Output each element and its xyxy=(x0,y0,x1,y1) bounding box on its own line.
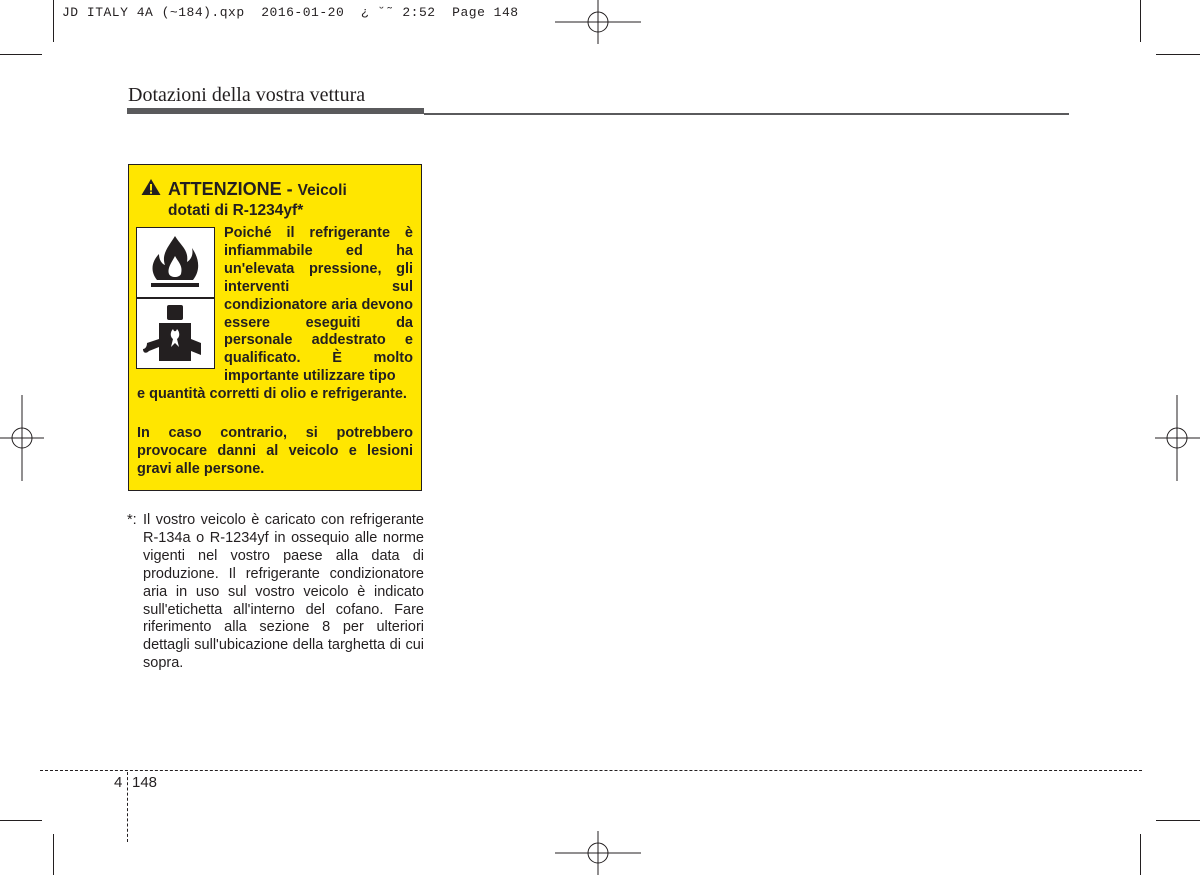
flammable-icon xyxy=(136,227,215,298)
warning-body-beside-icons: Poiché il refrigerante è infiammabile ed ha un'elevata pressione, gli interventi sul condizionatore aria devono essere eseguiti da personale addestrato e qualificato. È molto importante utilizzare tipo xyxy=(224,225,413,385)
header-rule-thick xyxy=(127,108,424,114)
header-rule-thin xyxy=(424,113,1069,115)
qualified-technician-icon xyxy=(136,298,215,369)
warning-consequence: In caso contrario, si potrebbero provocare danni al veicolo e lesioni gravi alle persone. xyxy=(137,425,413,477)
print-slug: JD ITALY 4A (~184).qxp 2016-01-20 ¿ ˘˜ 2:52 Page 148 xyxy=(62,5,519,20)
warning-title-rest-1: Veicoli xyxy=(297,182,347,199)
footer-dashed-divider xyxy=(127,772,128,842)
section-title: Dotazioni della vostra vettura xyxy=(128,84,366,106)
page-number: 148 xyxy=(132,774,158,791)
warning-title xyxy=(168,179,347,221)
warning-title-main: ATTENZIONE - xyxy=(168,179,298,199)
footnote-marker: *: xyxy=(127,512,137,528)
chapter-number: 4 xyxy=(114,774,123,791)
footnote-text: Il vostro veicolo è caricato con refrigerante R-134a o R-1234yf in ossequio alle norme vigenti nel vostro paese alla data di produzione. Il refrigerante condizionatore aria in uso sul vostro veicolo è indicato sull'etichetta all'interno del cofano. Fare riferimento alla sezione 8 per ulteriori dettagli sull'ubicazione della targhetta di cui sopra. xyxy=(143,512,424,672)
warning-body-continued: e quantità corretti di olio e refrigerante. xyxy=(137,386,407,402)
footer-dashed-rule xyxy=(40,770,1142,771)
warning-triangle-icon xyxy=(141,178,161,196)
warning-title-rest-2: dotati di R-1234yf* xyxy=(168,202,304,219)
